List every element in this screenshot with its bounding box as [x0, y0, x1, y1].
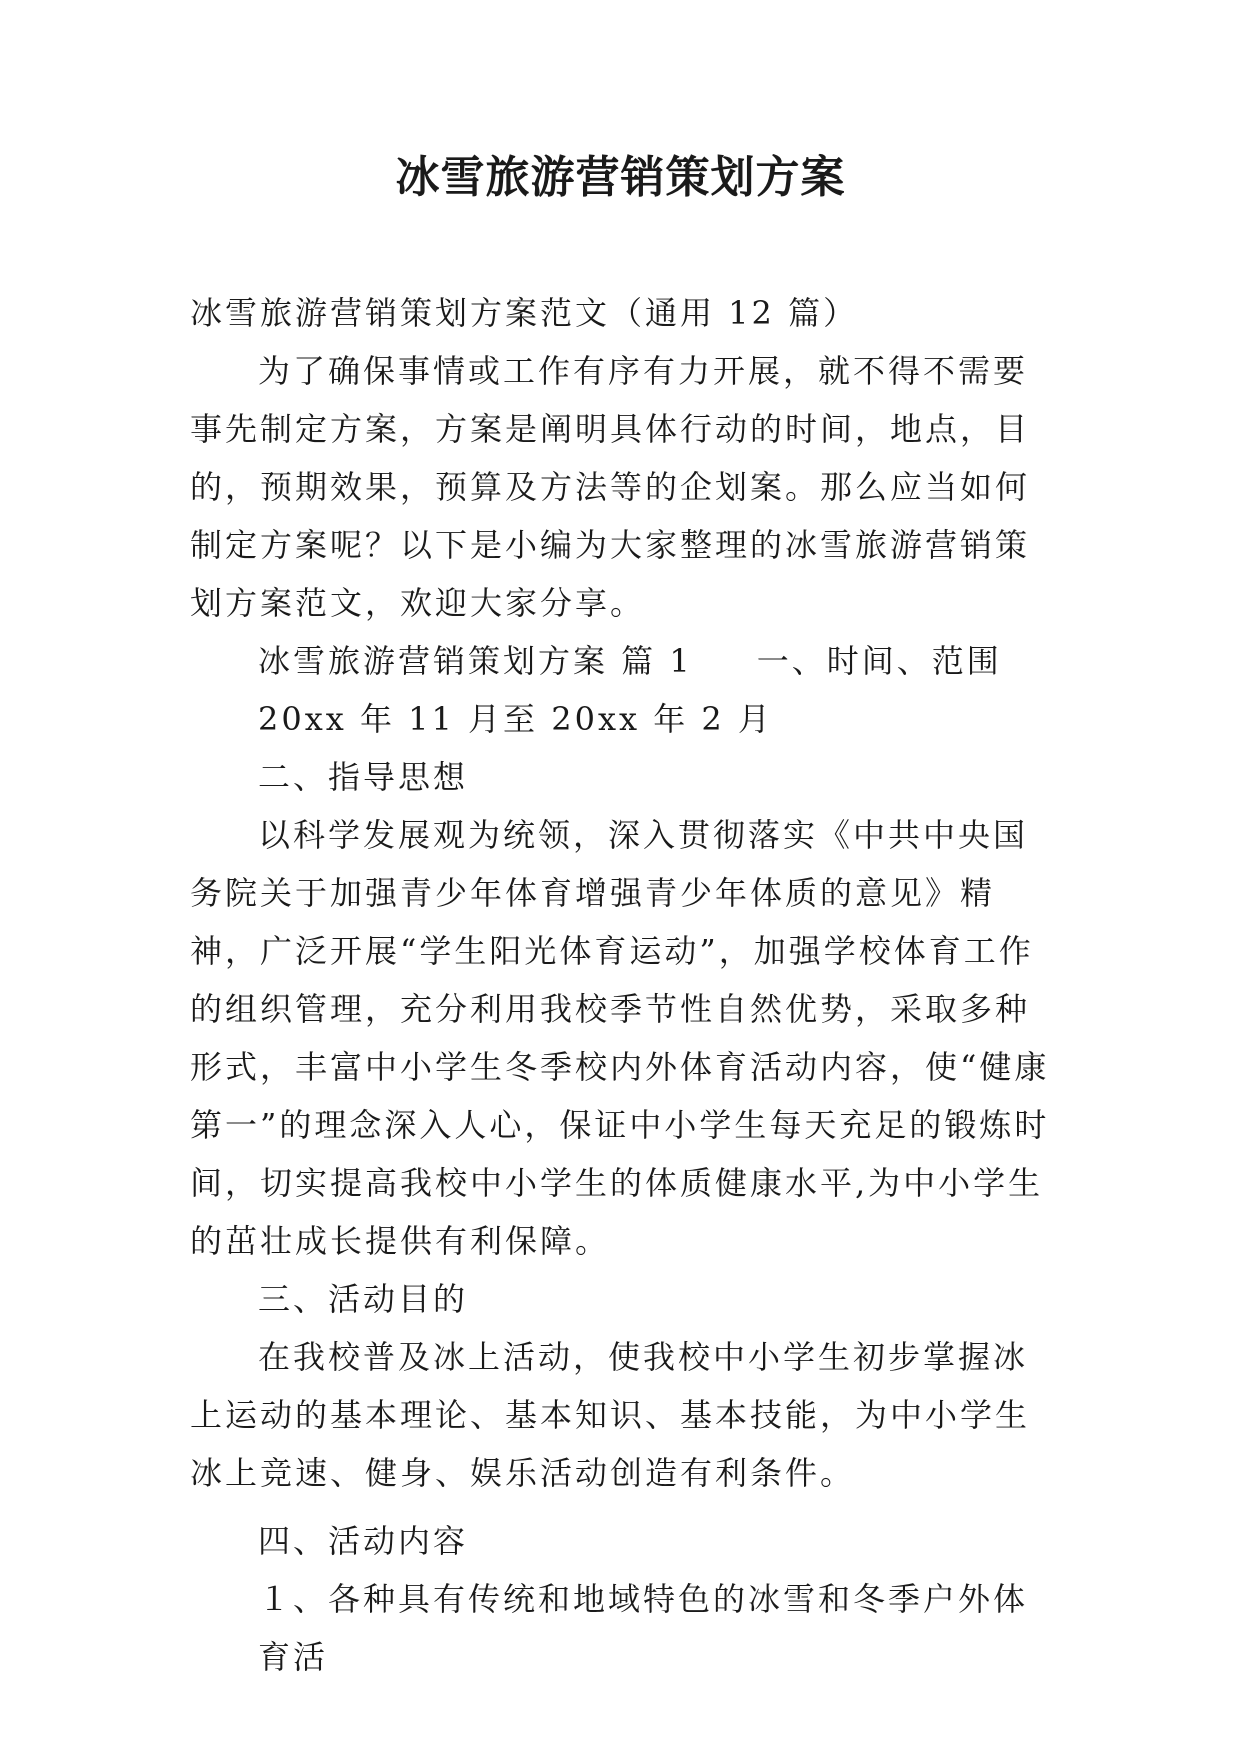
heading-guiding-thought: 二、指导思想	[258, 758, 469, 796]
time-range-value: 20xx 年 11 月至 20xx 年 2 月	[258, 700, 773, 738]
section-heading-line	[190, 632, 1060, 690]
section-title: 冰雪旅游营销策划方案 篇 1	[258, 642, 693, 680]
intro-paragraph: 为了确保事情或工作有序有力开展，就不得不需要事先制定方案，方案是阐明具体行动的时间，地点，目的，预期效果，预算及方法等的企划案。那么应当如何制定方案呢？以下是小编为大家整理的冰雪旅游营销策划方案范文，欢迎大家分享。	[190, 352, 1031, 622]
activity-content-item-1: １、各种具有传统和地域特色的冰雪和冬季户外体育活	[258, 1580, 1029, 1676]
heading-activity-content: 四、活动内容	[258, 1522, 469, 1560]
activity-purpose-paragraph: 在我校普及冰上活动，使我校中小学生初步掌握冰上运动的基本理论、基本知识、基本技能，为中小学生冰上竞速、健身、娱乐活动创造有利条件。	[190, 1338, 1031, 1492]
document-body	[190, 284, 1060, 1686]
document-title: 冰雪旅游营销策划方案	[395, 152, 846, 203]
heading-activity-purpose: 三、活动目的	[258, 1280, 469, 1318]
heading-time-range: 一、时间、范围	[756, 642, 1002, 680]
document-subtitle: 冰雪旅游营销策划方案范文（通用 12 篇）	[190, 294, 859, 332]
guiding-thought-paragraph: 以科学发展观为统领，深入贯彻落实《中共中央国务院关于加强青少年体育增强青少年体质的意见》精神，广泛开展“学生阳光体育运动”，加强学校体育工作的组织管理，充分利用我校季节性自然优势，采取多种形式，丰富中小学生冬季校内外体育活动内容，使“健康第一”的理念深入人心，保证中小学生每天充足的锻炼时间，切实提高我校中小学生的体质健康水平,为中小学生的茁壮成长提供有利保障。	[190, 816, 1050, 1260]
